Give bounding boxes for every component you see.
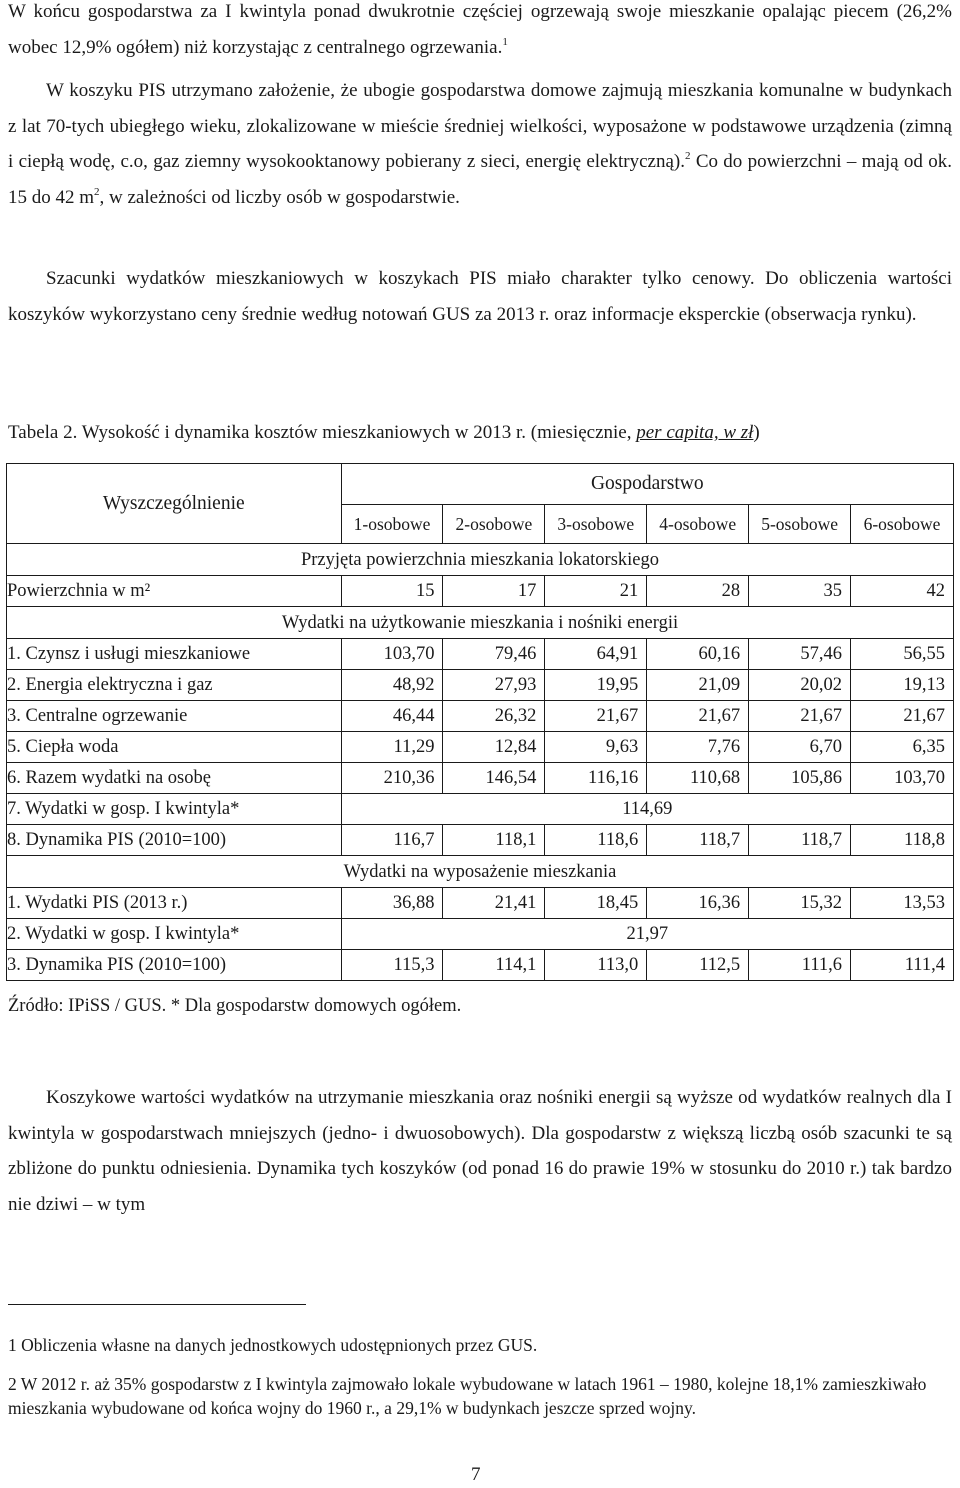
footnote-text: W 2012 r. aż 35% gospodarstw z I kwintyla zajmowało lokale wybudowane w latach 1961 – 1980, kolejne 18,1% zamieszkiwało mieszkania wybudowane od końca wojny do 1960 r., a 29,1% w budynkach jeszcze sprzed wojny.: [8, 1374, 927, 1418]
table-row: [7, 950, 954, 981]
table-cell-merged: 114,69: [341, 794, 953, 825]
row-label: 6. Razem wydatki na osobę: [7, 763, 342, 794]
table-cell: 27,93: [443, 670, 545, 701]
column-header: 1-osobowe: [341, 505, 443, 544]
table-cell: 26,32: [443, 701, 545, 732]
table-cell: 36,88: [341, 888, 443, 919]
row-label: 1. Czynsz i usługi mieszkaniowe: [7, 639, 342, 670]
caption-italic: per capita, w zł: [636, 422, 754, 443]
table-cell: 9,63: [545, 732, 647, 763]
table-cell: 21,67: [647, 701, 749, 732]
table-row: [7, 825, 954, 856]
table-cell: 16,36: [647, 888, 749, 919]
footnote-text: Obliczenia własne na danych jednostkowych udostępnionych przez GUS.: [16, 1335, 538, 1355]
table-cell: 21: [545, 576, 647, 607]
row-label: 2. Energia elektryczna i gaz: [7, 670, 342, 701]
table-cell: 21,41: [443, 888, 545, 919]
row-label: 5. Ciepła woda: [7, 732, 342, 763]
row-label: 3. Centralne ogrzewanie: [7, 701, 342, 732]
table-cell-merged: 21,97: [341, 919, 953, 950]
footnote-2: [8, 1372, 952, 1420]
table-cell: 48,92: [341, 670, 443, 701]
table-cell: 56,55: [851, 639, 954, 670]
section-header: Przyjęta powierzchnia mieszkania lokatorskiego: [7, 544, 954, 576]
caption-close: ): [753, 422, 760, 443]
paragraph-text: W końcu gospodarstwa za I kwintyla ponad dwukrotnie częściej ogrzewają swoje mieszkanie opalając piecem (26,2% wobec 12,9% ogółem) niż korzystając z centralnego ogrzewania.: [8, 1, 952, 58]
paragraph-text: Co do powierzchni – mają od ok. 15 do 42 m: [8, 151, 952, 208]
table-row: [7, 701, 954, 732]
table-row: [7, 639, 954, 670]
header-specification: Wyszczególnienie: [7, 464, 342, 544]
column-header: 5-osobowe: [749, 505, 851, 544]
table-cell: 115,3: [341, 950, 443, 981]
table-cell: 112,5: [647, 950, 749, 981]
table-cell: 114,1: [443, 950, 545, 981]
table-cell: 110,68: [647, 763, 749, 794]
column-header: 6-osobowe: [851, 505, 954, 544]
table-row: [7, 670, 954, 701]
table-cell: 118,1: [443, 825, 545, 856]
housing-costs-table: [6, 463, 954, 981]
row-label: 8. Dynamika PIS (2010=100): [7, 825, 342, 856]
table-cell: 64,91: [545, 639, 647, 670]
table-cell: 118,7: [647, 825, 749, 856]
row-label: 1. Wydatki PIS (2013 r.): [7, 888, 342, 919]
table-cell: 15,32: [749, 888, 851, 919]
header-household: Gospodarstwo: [341, 464, 953, 505]
table-cell: 46,44: [341, 701, 443, 732]
table-cell: 6,35: [851, 732, 954, 763]
paragraph-estimates: Szacunki wydatków mieszkaniowych w koszykach PIS miało charakter tylko cenowy. Do obliczenia wartości koszyków wykorzystano ceny średnie według notowań GUS za 2013 r. oraz informacje eksperckie (obserwacja rynku).: [8, 268, 952, 325]
paragraph-basket-assumptions: [8, 73, 952, 215]
column-header: 4-osobowe: [647, 505, 749, 544]
table-cell: 21,67: [851, 701, 954, 732]
table-cell: 12,84: [443, 732, 545, 763]
table-cell: 60,16: [647, 639, 749, 670]
table-cell: 28: [647, 576, 749, 607]
table-cell: 116,16: [545, 763, 647, 794]
row-label: Powierzchnia w m²: [7, 576, 342, 607]
section-header: Wydatki na użytkowanie mieszkania i nośniki energii: [7, 607, 954, 639]
footnote-mark: 2: [8, 1374, 17, 1394]
table-cell: 11,29: [341, 732, 443, 763]
square-superscript: 2: [94, 185, 100, 198]
section-header: Wydatki na wyposażenie mieszkania: [7, 856, 954, 888]
table-cell: 35: [749, 576, 851, 607]
column-header: 2-osobowe: [443, 505, 545, 544]
table-cell: 111,6: [749, 950, 851, 981]
table-cell: 116,7: [341, 825, 443, 856]
table-row: [7, 794, 954, 825]
paragraph-text: , w zależności od liczby osób w gospodarstwie.: [99, 186, 460, 208]
table-cell: 42: [851, 576, 954, 607]
table-cell: 103,70: [341, 639, 443, 670]
table-row: [7, 763, 954, 794]
table-cell: 13,53: [851, 888, 954, 919]
footnote-ref-2[interactable]: 2: [685, 150, 691, 162]
paragraph-text: W koszyku PIS utrzymano założenie, że ubogie gospodarstwa domowe zajmują mieszkania komunalne w budynkach z lat 70-tych ubiegłego wieku, zlokalizowane w mieście średniej wielkości, wyposażone w podstawowe urządzenia (zimną i ciepłą wodę, c.o, gaz ziemny wysokooktanowy pobierany z sieci, energię elektryczną).: [8, 80, 952, 172]
table-cell: 57,46: [749, 639, 851, 670]
table-row: [7, 576, 954, 607]
table-cell: 21,09: [647, 670, 749, 701]
table-source-note: Źródło: IPiSS / GUS. * Dla gospodarstw domowych ogółem.: [8, 996, 462, 1016]
footnote-divider: [8, 1304, 306, 1305]
table-cell: 118,8: [851, 825, 954, 856]
table-cell: 111,4: [851, 950, 954, 981]
caption-text: Tabela 2. Wysokość i dynamika kosztów mieszkaniowych w 2013 r. (miesięcznie,: [8, 422, 637, 443]
table-cell: 21,67: [749, 701, 851, 732]
footnote-1: [8, 1333, 952, 1357]
table-cell: 19,95: [545, 670, 647, 701]
table-cell: 15: [341, 576, 443, 607]
table-row: [7, 888, 954, 919]
page-number: 7: [471, 1464, 481, 1485]
table-cell: 18,45: [545, 888, 647, 919]
table-cell: 113,0: [545, 950, 647, 981]
table-cell: 21,67: [545, 701, 647, 732]
table-cell: 105,86: [749, 763, 851, 794]
row-label: 7. Wydatki w gosp. I kwintyla*: [7, 794, 342, 825]
table-cell: 118,7: [749, 825, 851, 856]
table-cell: 79,46: [443, 639, 545, 670]
footnote-ref-1[interactable]: 1: [502, 35, 508, 48]
footnote-mark: 1: [8, 1335, 17, 1355]
paragraph-heating: [8, 0, 952, 65]
row-label: 3. Dynamika PIS (2010=100): [7, 950, 342, 981]
row-label: 2. Wydatki w gosp. I kwintyla*: [7, 919, 342, 950]
table-cell: 19,13: [851, 670, 954, 701]
table-cell: 103,70: [851, 763, 954, 794]
table-cell: 146,54: [443, 763, 545, 794]
table-cell: 17: [443, 576, 545, 607]
paragraph-basket-values: Koszykowe wartości wydatków na utrzymanie mieszkania oraz nośniki energii są wyższe od wydatków realnych dla I kwintyla w gospodarstwach mniejszych (jedno- i dwuosobowych). Dla gospodarstw z większą liczbą osób szacunki te są zbliżone do punktu odniesienia. Dynamika tych koszyków (od ponad 16 do prawie 19% w stosunku do 2010 r.) tak bardzo nie dziwi – w tym: [8, 1087, 952, 1215]
table-cell: 210,36: [341, 763, 443, 794]
table-caption: [8, 420, 760, 446]
table-cell: 20,02: [749, 670, 851, 701]
table-cell: 7,76: [647, 732, 749, 763]
table-row: [7, 919, 954, 950]
table-cell: 6,70: [749, 732, 851, 763]
table-row: [7, 732, 954, 763]
column-header: 3-osobowe: [545, 505, 647, 544]
table-cell: 118,6: [545, 825, 647, 856]
